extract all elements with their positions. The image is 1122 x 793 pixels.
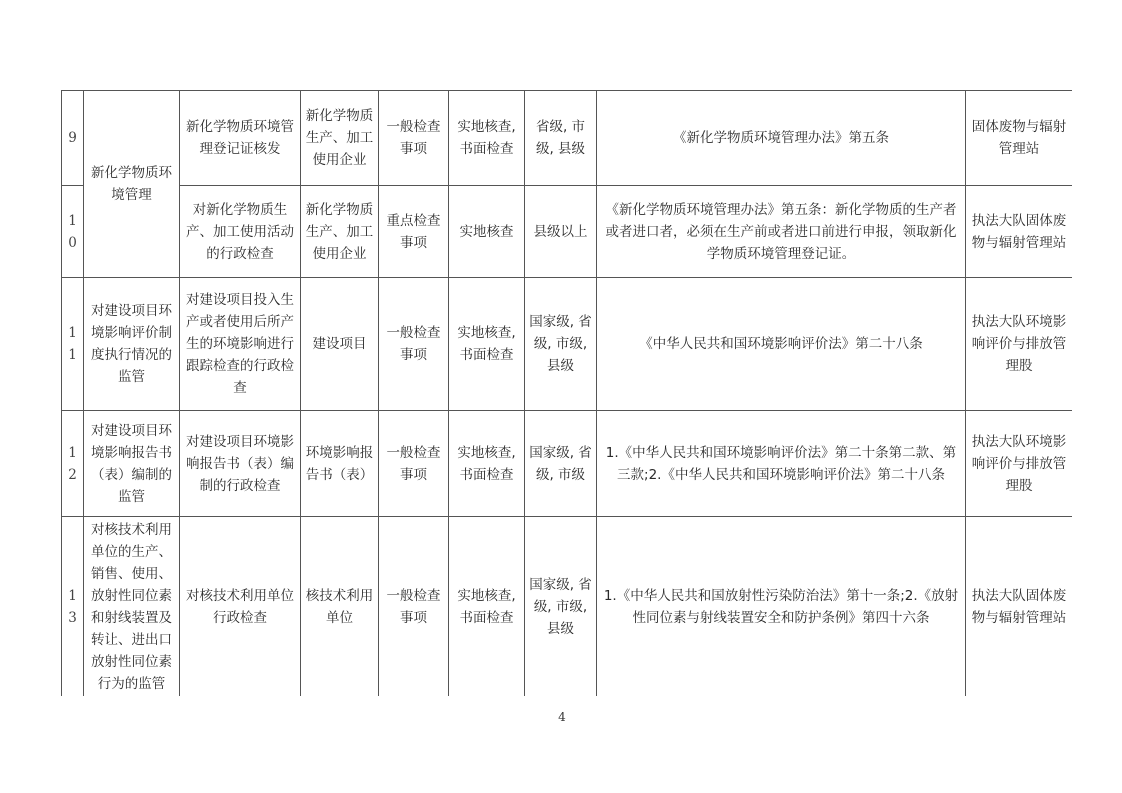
row-number: 9 <box>62 91 84 186</box>
table-row <box>62 517 1073 697</box>
department-cell: 执法大队固体废物与辐射管理站 <box>966 517 1073 697</box>
check-type-cell: 一般检查事项 <box>379 278 449 411</box>
row-number: 12 <box>62 411 84 517</box>
row-number: 11 <box>62 278 84 411</box>
page-number: 4 <box>558 710 566 724</box>
item-cell: 新化学物质环境管理登记证核发 <box>180 91 301 186</box>
item-cell: 对核技术利用单位行政检查 <box>180 517 301 697</box>
department-cell: 执法大队环境影响评价与排放管理股 <box>966 411 1073 517</box>
document-table-container <box>61 90 1072 696</box>
row-number: 13 <box>62 517 84 697</box>
method-cell: 实地核查,书面检查 <box>449 278 525 411</box>
department-cell: 执法大队固体废物与辐射管理站 <box>966 186 1073 278</box>
check-type-cell: 一般检查事项 <box>379 517 449 697</box>
table-row <box>62 91 1073 186</box>
method-cell: 实地核查,书面检查 <box>449 517 525 697</box>
object-cell: 新化学物质生产、加工使用企业 <box>301 186 379 278</box>
item-cell: 对新化学物质生产、加工使用活动的行政检查 <box>180 186 301 278</box>
check-type-cell: 重点检查事项 <box>379 186 449 278</box>
check-type-cell: 一般检查事项 <box>379 91 449 186</box>
category-cell: 对建设项目环境影响评价制度执行情况的监管 <box>84 278 180 411</box>
level-cell: 国家级, 省级, 市级, 县级 <box>525 517 597 697</box>
category-cell: 对核技术利用单位的生产、销售、使用、放射性同位素和射线装置及转让、进出口放射性同位素行为的监管 <box>84 517 180 697</box>
level-cell: 县级以上 <box>525 186 597 278</box>
category-cell: 对建设项目环境影响报告书（表）编制的监管 <box>84 411 180 517</box>
level-cell: 省级, 市级, 县级 <box>525 91 597 186</box>
method-cell: 实地核查 <box>449 186 525 278</box>
basis-cell: 1.《中华人民共和国环境影响评价法》第二十条第二款、第三款;2.《中华人民共和国环境影响评价法》第二十八条 <box>597 411 966 517</box>
method-cell: 实地核查,书面检查 <box>449 411 525 517</box>
category-cell: 新化学物质环境管理 <box>84 91 180 278</box>
method-cell: 实地核查,书面检查 <box>449 91 525 186</box>
object-cell: 环境影响报告书（表） <box>301 411 379 517</box>
row-number: 10 <box>62 186 84 278</box>
table-row <box>62 278 1073 411</box>
table-row <box>62 411 1073 517</box>
item-cell: 对建设项目投入生产或者使用后所产生的环境影响进行跟踪检查的行政检查 <box>180 278 301 411</box>
object-cell: 新化学物质生产、加工使用企业 <box>301 91 379 186</box>
basis-cell: 《新化学物质环境管理办法》第五条：新化学物质的生产者或者进口者，必须在生产前或者进口前进行申报，领取新化学物质环境管理登记证。 <box>597 186 966 278</box>
department-cell: 固体废物与辐射管理站 <box>966 91 1073 186</box>
object-cell: 核技术利用单位 <box>301 517 379 697</box>
basis-cell: 《新化学物质环境管理办法》第五条 <box>597 91 966 186</box>
level-cell: 国家级, 省级, 市级, 县级 <box>525 278 597 411</box>
inspection-items-table <box>61 90 1072 696</box>
table-row <box>62 186 1073 278</box>
basis-cell: 《中华人民共和国环境影响评价法》第二十八条 <box>597 278 966 411</box>
basis-cell: 1.《中华人民共和国放射性污染防治法》第十一条;2.《放射性同位素与射线装置安全和防护条例》第四十六条 <box>597 517 966 697</box>
item-cell: 对建设项目环境影响报告书（表）编制的行政检查 <box>180 411 301 517</box>
level-cell: 国家级, 省级, 市级 <box>525 411 597 517</box>
object-cell: 建设项目 <box>301 278 379 411</box>
check-type-cell: 一般检查事项 <box>379 411 449 517</box>
department-cell: 执法大队环境影响评价与排放管理股 <box>966 278 1073 411</box>
